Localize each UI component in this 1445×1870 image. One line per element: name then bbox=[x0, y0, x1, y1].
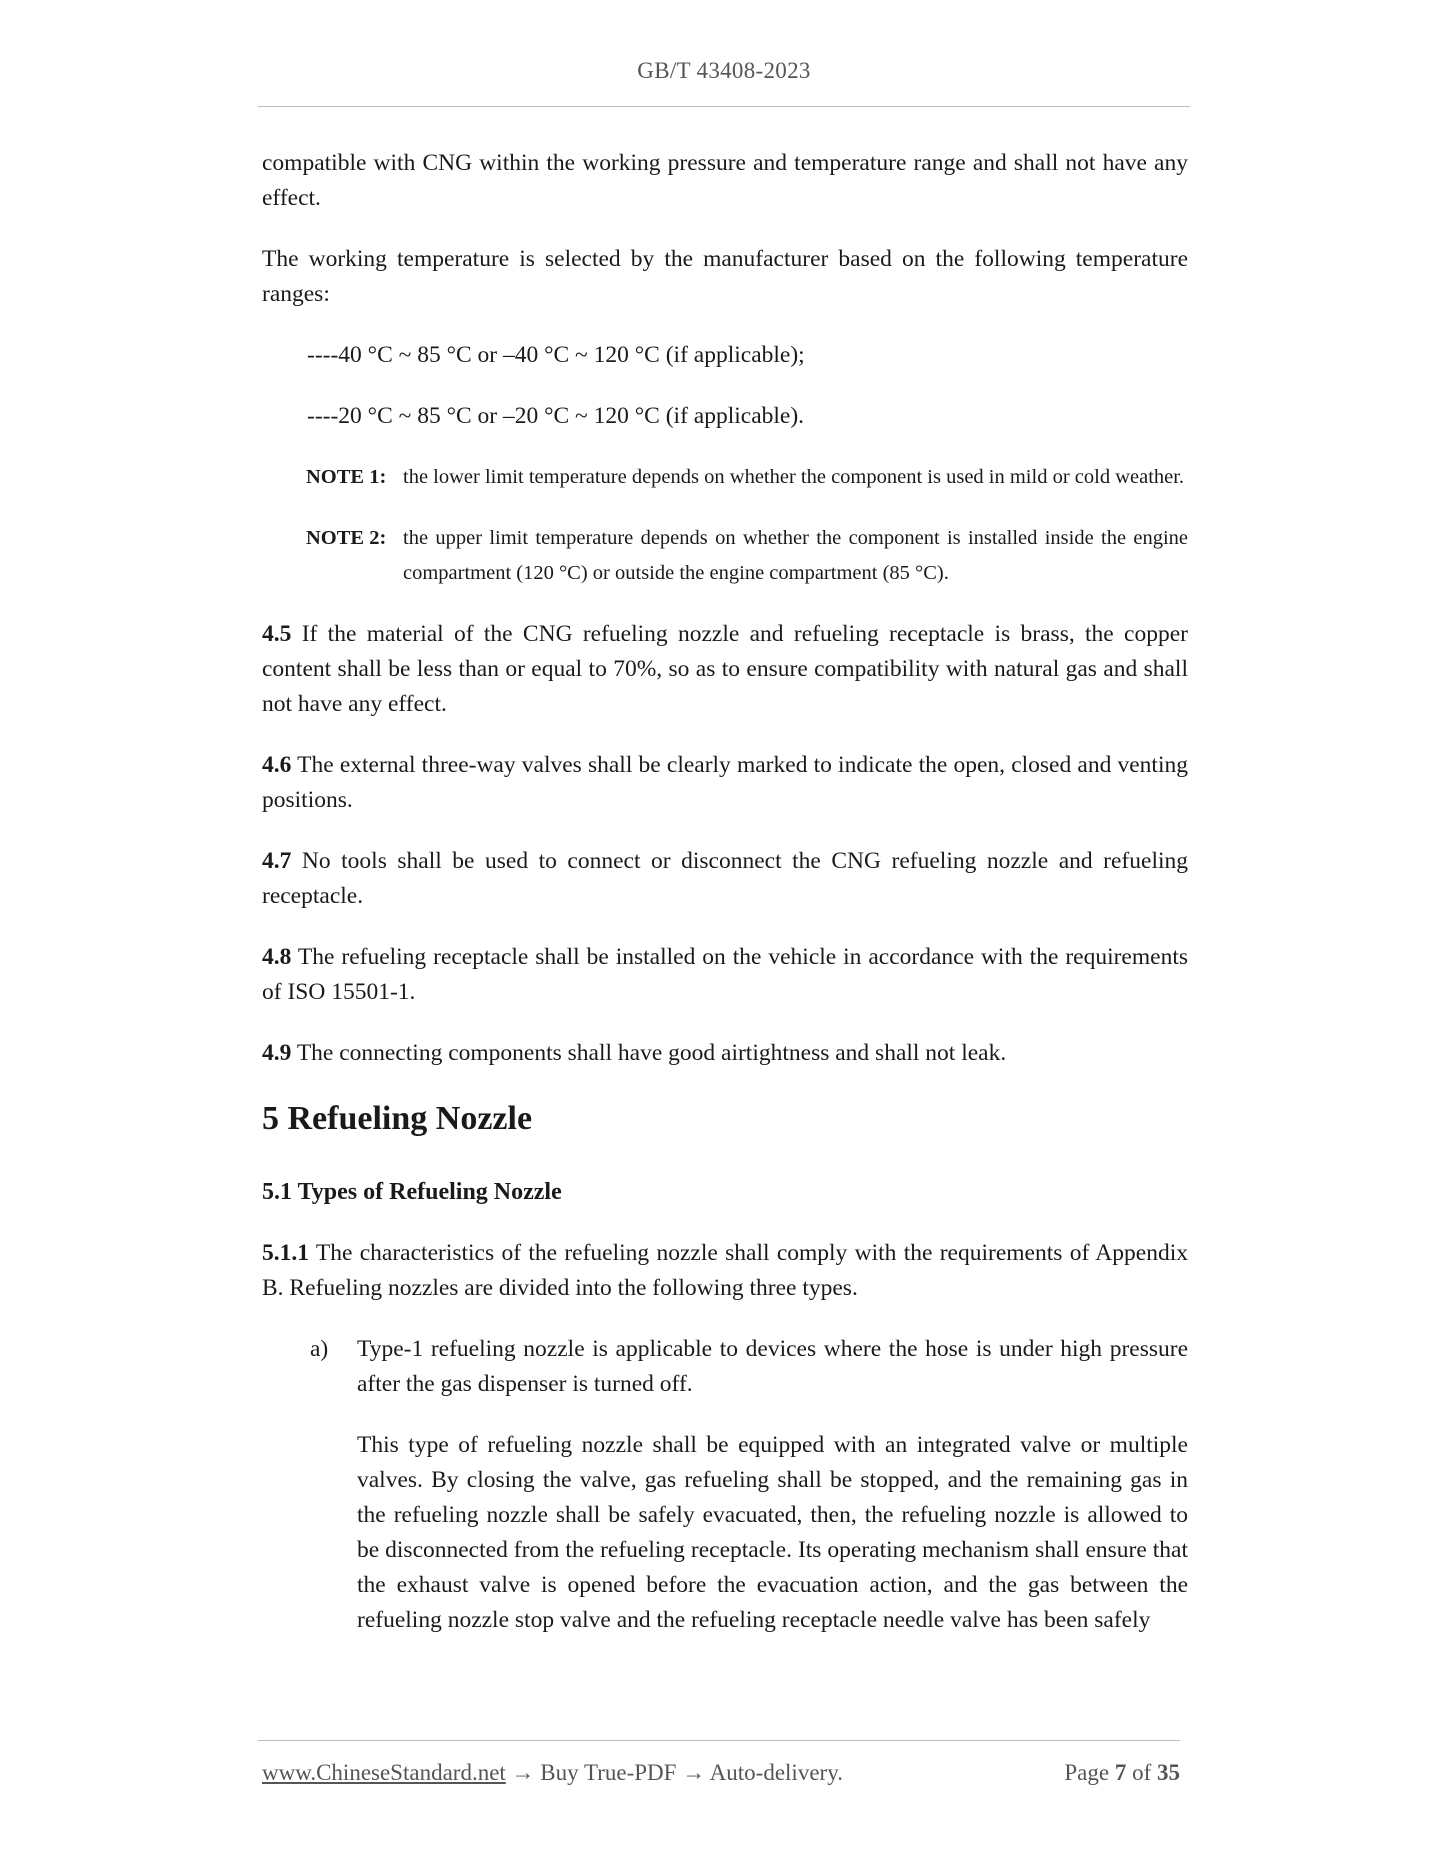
clause-5-1-1-number: 5.1.1 bbox=[262, 1240, 309, 1266]
section-5-1-heading: 5.1 Types of Refueling Nozzle bbox=[262, 1179, 562, 1205]
footer-divider bbox=[258, 1740, 1180, 1741]
clause-4-9 bbox=[262, 1036, 1188, 1071]
clause-4-6 bbox=[262, 748, 1188, 818]
clause-4-8 bbox=[262, 940, 1188, 1010]
page-number bbox=[1064, 1758, 1180, 1788]
paragraph-continuation: compatible with CNG within the working pressure and temperature range and shall not have any effect. bbox=[262, 150, 1188, 211]
page-footer bbox=[262, 1758, 1180, 1788]
clause-4-9-number: 4.9 bbox=[262, 1040, 292, 1066]
clause-4-7 bbox=[262, 844, 1188, 914]
footer-website-link[interactable]: www.ChineseStandard.net bbox=[262, 1760, 506, 1785]
clause-4-6-text: The external three-way valves shall be clearly marked to indicate the open, closed and venting positions. bbox=[262, 752, 1188, 813]
list-item-a-continuation: This type of refueling nozzle shall be equipped with an integrated valve or multiple valves. By closing the valve, gas refueling shall be stopped, and the remaining gas in the refueling nozzle shall be safely evacuated, then, the refueling nozzle is allowed to be disconnected from the refueling receptacle. Its operating mechanism shall ensure that the exhaust valve is opened before the evacuation action, and the gas between the refueling nozzle stop valve and the refueling receptacle needle valve has been safely bbox=[357, 1432, 1188, 1633]
clause-4-5-number: 4.5 bbox=[262, 621, 292, 647]
note-2-text: the upper limit temperature depends on whether the component is installed inside the engine compartment (120 °C) or outside the engine compartment (85 °C). bbox=[403, 527, 1188, 584]
list-item-a bbox=[310, 1332, 1188, 1402]
clause-4-8-text: The refueling receptacle shall be installed on the vehicle in accordance with the requirements of ISO 15501-1. bbox=[262, 944, 1188, 1005]
clause-4-7-number: 4.7 bbox=[262, 848, 292, 874]
list-item-a-text: Type-1 refueling nozzle is applicable to devices where the hose is under high pressure after the gas dispenser is turned off. bbox=[357, 1336, 1188, 1397]
current-page-number: 7 bbox=[1114, 1760, 1127, 1785]
temperature-range-item-1: ----40 °C ~ 85 °C or –40 °C ~ 120 °C (if applicable); bbox=[307, 342, 805, 368]
page-header-title: GB/T 43408-2023 bbox=[637, 58, 811, 83]
clause-4-5-text: If the material of the CNG refueling nozzle and refueling receptacle is brass, the copper content shall be less than or equal to 70%, so as to ensure compatibility with natural gas and shall not have any effect. bbox=[262, 621, 1188, 717]
footer-delivery-text: Auto-delivery. bbox=[709, 1760, 843, 1785]
clause-5-1-1-text: The characteristics of the refueling nozzle shall comply with the requirements of Appendix B. Refueling nozzles are divided into the following three types. bbox=[262, 1240, 1188, 1301]
total-pages-number: 35 bbox=[1157, 1760, 1180, 1785]
footer-buy-text: Buy True-PDF bbox=[540, 1760, 677, 1785]
clause-4-9-text: The connecting components shall have good airtightness and shall not leak. bbox=[296, 1040, 1007, 1066]
arrow-icon: → bbox=[682, 1760, 706, 1785]
document-body bbox=[262, 146, 1188, 1638]
page-label: Page bbox=[1064, 1760, 1110, 1785]
note-1 bbox=[306, 460, 1188, 495]
list-item-a-marker: a) bbox=[310, 1336, 329, 1362]
arrow-icon: → bbox=[511, 1760, 535, 1785]
note-1-label: NOTE 1: bbox=[306, 466, 387, 488]
clause-4-7-text: No tools shall be used to connect or disconnect the CNG refueling nozzle and refueling receptacle. bbox=[262, 848, 1189, 909]
note-2 bbox=[306, 521, 1188, 591]
page-of-label: of bbox=[1132, 1760, 1152, 1785]
clause-5-1-1 bbox=[262, 1236, 1188, 1306]
note-2-label: NOTE 2: bbox=[306, 527, 387, 549]
section-5-heading: 5 Refueling Nozzle bbox=[262, 1100, 533, 1137]
clause-4-6-number: 4.6 bbox=[262, 752, 292, 778]
note-1-text: the lower limit temperature depends on whether the component is used in mild or cold weather. bbox=[403, 466, 1185, 488]
clause-4-8-number: 4.8 bbox=[262, 944, 292, 970]
clause-4-5 bbox=[262, 617, 1188, 722]
header-divider bbox=[258, 106, 1190, 107]
temperature-range-item-2: ----20 °C ~ 85 °C or –20 °C ~ 120 °C (if applicable). bbox=[307, 403, 805, 429]
paragraph-working-temperature: The working temperature is selected by the manufacturer based on the following temperature ranges: bbox=[262, 246, 1188, 307]
